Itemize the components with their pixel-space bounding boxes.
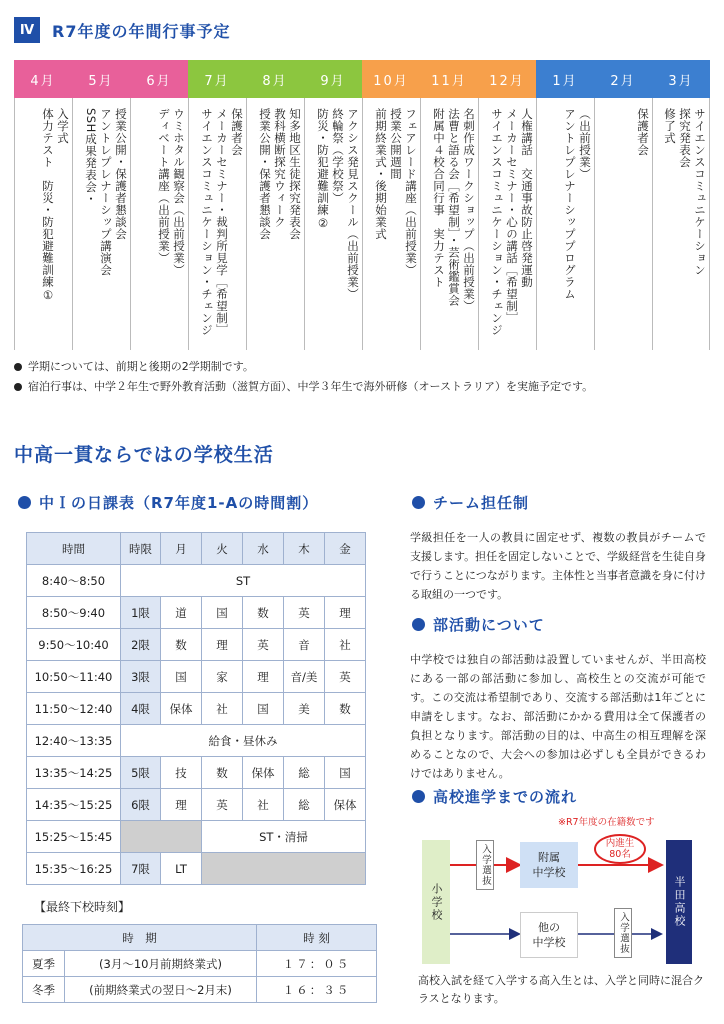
time-cell: 11:50〜12:40 — [27, 693, 121, 725]
month-events-cell — [188, 98, 246, 350]
team-heading: チーム担任制 — [412, 492, 529, 513]
month-label: 11月 — [420, 60, 478, 98]
span-cell: 給食・昼休み — [121, 725, 366, 757]
month-label: 9月 — [304, 60, 362, 98]
selection-tag: 入学選抜 — [476, 840, 494, 890]
calendar-month-column — [72, 60, 130, 350]
range-cell: (前期終業式の翌日〜2月末) — [65, 977, 257, 1003]
subject-cell: 国 — [202, 597, 243, 629]
header-thu: 木 — [284, 533, 325, 565]
month-label: 2月 — [594, 60, 652, 98]
month-events-cell — [478, 98, 536, 350]
time-cell: 15:35〜16:25 — [27, 853, 121, 885]
header-tue: 火 — [202, 533, 243, 565]
table-row — [23, 977, 377, 1003]
month-events-cell — [246, 98, 304, 350]
month-label: 8月 — [246, 60, 304, 98]
month-label: 12月 — [478, 60, 536, 98]
month-events: （出前授業） アントレプレナーシッププログラム — [563, 108, 592, 300]
calendar-notes — [14, 357, 593, 397]
month-events-cell — [652, 98, 710, 350]
section-number: Ⅳ — [14, 17, 40, 43]
bullet-icon — [14, 363, 22, 371]
time-cell: 14:35〜15:25 — [27, 789, 121, 821]
month-events: フェアレード講座（出前授業） 授業公開週間 前期終業式・後期始業式 — [374, 108, 418, 276]
month-label: 4月 — [14, 60, 72, 98]
subject-cell: 家 — [202, 661, 243, 693]
subject-cell: 英 — [202, 789, 243, 821]
table-row — [27, 725, 366, 757]
subject-cell: 理 — [202, 629, 243, 661]
table-row — [27, 629, 366, 661]
header-fri: 金 — [325, 533, 366, 565]
month-events-cell — [72, 98, 130, 350]
table-row — [27, 565, 366, 597]
subject-cell: 数 — [161, 629, 202, 661]
circle-bullet-icon — [412, 618, 425, 631]
time-cell: 8:50〜9:40 — [27, 597, 121, 629]
month-events-cell — [130, 98, 188, 350]
final-dismissal-table — [22, 924, 377, 1003]
subject-cell: 保体 — [243, 757, 284, 789]
month-events: 授業公開・保護者懇談会 アントレプレナーシップ講演会 SSH成果発表会・ — [84, 108, 128, 276]
circle-bullet-icon — [18, 496, 31, 509]
calendar-month-column — [130, 60, 188, 350]
bullet-icon — [14, 383, 22, 391]
other-school-box: 他の 中学校 — [520, 912, 578, 958]
month-events: 人権講話 交通事故防止啓発運動 メーカーセミナー・心の講話［希望制］ サイエンスコミュニケーション・チェンジ — [490, 108, 534, 336]
month-events-cell — [362, 98, 420, 350]
month-events: 保護者会 — [636, 108, 650, 156]
month-events-cell — [304, 98, 362, 350]
header-time: 時 刻 — [257, 925, 377, 951]
time-cell: 10:50〜11:40 — [27, 661, 121, 693]
period-cell: 2限 — [121, 629, 161, 661]
flow-diagram — [418, 812, 708, 967]
subject-cell: 英 — [325, 661, 366, 693]
header-period: 時限 — [121, 533, 161, 565]
period-cell: 1限 — [121, 597, 161, 629]
table-row — [23, 951, 377, 977]
time-cell: 15:25〜15:45 — [27, 821, 121, 853]
month-events-cell — [420, 98, 478, 350]
calendar-month-column — [304, 60, 362, 350]
month-label: 3月 — [652, 60, 710, 98]
section-title: R7年度の年間行事予定 — [52, 21, 231, 41]
calendar-month-column — [420, 60, 478, 350]
month-events: 知多地区生徒探究発表会 教科横断探究ウィーク 授業公開・保護者懇談会 — [258, 108, 302, 240]
subject-cell: 英 — [284, 597, 325, 629]
table-header-row — [23, 925, 377, 951]
subject-cell: 理 — [243, 661, 284, 693]
section-header — [14, 16, 230, 44]
range-cell: (3月〜10月前期終業式) — [65, 951, 257, 977]
month-events-cell — [14, 98, 72, 350]
calendar-month-column — [188, 60, 246, 350]
subject-cell: 理 — [161, 789, 202, 821]
span-cell: ST・清掃 — [202, 821, 366, 853]
table-row — [27, 661, 366, 693]
month-events: 入学式 体力テスト 防災・防犯避難訓練① — [41, 108, 70, 303]
period-cell: 3限 — [121, 661, 161, 693]
attached-school-box: 附属 中学校 — [520, 842, 578, 888]
subject-cell: 社 — [325, 629, 366, 661]
timetable-header-row — [27, 533, 366, 565]
calendar-month-column — [478, 60, 536, 350]
month-label: 6月 — [130, 60, 188, 98]
header-time: 時間 — [27, 533, 121, 565]
season-cell: 夏季 — [23, 951, 65, 977]
circle-bullet-icon — [412, 790, 425, 803]
subject-cell: 美 — [284, 693, 325, 725]
elementary-box: 小学校 — [422, 840, 450, 964]
month-events: 保護者会 メーカーセミナー・裁判所見学［希望制］ サイエンスコミュニケーション・チェンジ — [200, 108, 244, 336]
subject-cell: 社 — [202, 693, 243, 725]
calendar-month-column — [652, 60, 710, 350]
club-text: 中学校では独自の部活動は設置していませんが、半田高校にある一部の部活動に参加し、高校生との交流が可能です。この交流は希望制であり、交流する部活動は1年ごとに申請をします。なお、部活動にかかる費用は全て保護者の負担となります。部活動の目的は、中高生の相互理解を深めることなので、大会への参加は必ずしも全員ができるわけではありません。 — [410, 653, 706, 780]
time-cell: １７：０５ — [257, 951, 377, 977]
month-events: アクシス発見スクール（出前授業） 終輪祭（学校祭） 防災・防犯避難訓練② — [316, 108, 360, 300]
table-row — [27, 821, 366, 853]
season-cell: 冬季 — [23, 977, 65, 1003]
period-cell: 4限 — [121, 693, 161, 725]
selection-tag: 入学選抜 — [614, 908, 632, 958]
span-cell: ST — [121, 565, 366, 597]
subject-cell: 国 — [243, 693, 284, 725]
subject-cell: 社 — [243, 789, 284, 821]
subject-cell: 音/美 — [284, 661, 325, 693]
month-events-cell — [536, 98, 594, 350]
subject-cell: 総 — [284, 757, 325, 789]
subject-cell: LT — [161, 853, 202, 885]
subject-cell: 国 — [325, 757, 366, 789]
table-row — [27, 789, 366, 821]
period-cell: 7限 — [121, 853, 161, 885]
header-wed: 水 — [243, 533, 284, 565]
month-label: 7月 — [188, 60, 246, 98]
empty-cell — [202, 853, 366, 885]
subject-cell: 国 — [161, 661, 202, 693]
month-label: 10月 — [362, 60, 420, 98]
subject-cell: 保体 — [325, 789, 366, 821]
time-cell: １６：３５ — [257, 977, 377, 1003]
club-heading: 部活動について — [412, 614, 545, 635]
timetable-heading: 中Ｉの日課表（R7年度1-Aの時間割） — [18, 492, 318, 513]
table-row — [27, 757, 366, 789]
subject-cell: 数 — [202, 757, 243, 789]
flow-heading: 高校進学までの流れ — [412, 786, 577, 807]
subject-cell: 数 — [325, 693, 366, 725]
note-item: 宿泊行事は、中学２年生で野外教育活動（滋賀方面）、中学３年生で海外研修（オーストラリア）を実施予定です。 — [14, 377, 593, 397]
subject-cell: 保体 — [161, 693, 202, 725]
main-title: 中高一貫ならではの学校生活 — [14, 444, 274, 466]
month-events: 名刺作成ワークショップ（出前授業） 法曹と語る会［希望制］・芸術鑑賞会 附属中４校合同行事 実力テスト — [432, 108, 476, 312]
subject-cell: 音 — [284, 629, 325, 661]
month-label: 1月 — [536, 60, 594, 98]
header-season: 時 期 — [23, 925, 257, 951]
table-row — [27, 693, 366, 725]
subject-cell: 道 — [161, 597, 202, 629]
calendar-month-column — [594, 60, 652, 350]
subject-cell: 理 — [325, 597, 366, 629]
enrollment-badge: 内進生 80名 — [594, 834, 646, 864]
note-item: 学期については、前期と後期の2学期制です。 — [14, 357, 593, 377]
period-cell: 5限 — [121, 757, 161, 789]
time-cell: 8:40〜8:50 — [27, 565, 121, 597]
month-events: ウミホタル観察会（出前授業） ディベート講座（出前授業） — [157, 108, 186, 276]
subject-cell: 英 — [243, 629, 284, 661]
time-cell: 13:35〜14:25 — [27, 757, 121, 789]
circle-bullet-icon — [412, 496, 425, 509]
flow-footer-text: 高校入試を経て入学する高入生とは、入学と同時に混合クラスとなります。 — [418, 974, 704, 1005]
high-school-box: 半田高校 — [666, 840, 692, 964]
calendar-month-column — [536, 60, 594, 350]
month-events: サイエンスコミュニケーション 探究発表会 修了式 — [663, 108, 707, 276]
time-cell: 9:50〜10:40 — [27, 629, 121, 661]
subject-cell: 技 — [161, 757, 202, 789]
time-cell: 12:40〜13:35 — [27, 725, 121, 757]
empty-cell — [121, 821, 202, 853]
month-label: 5月 — [72, 60, 130, 98]
timetable — [26, 532, 366, 885]
final-dismissal-label: 【最終下校時刻】 — [34, 900, 131, 914]
month-events-cell — [594, 98, 652, 350]
header-mon: 月 — [161, 533, 202, 565]
table-row — [27, 853, 366, 885]
calendar-month-column — [246, 60, 304, 350]
flow-note: ※R7年度の在籍数です — [558, 817, 655, 828]
calendar-month-column — [362, 60, 420, 350]
subject-cell: 総 — [284, 789, 325, 821]
team-text: 学級担任を一人の教員に固定せず、複数の教員がチームで支援します。担任を固定しないことで、学級経営を生徒自身で行うことにつながります。主体性と当事者意識を身に付ける取組の一つです。 — [410, 531, 706, 601]
subject-cell: 数 — [243, 597, 284, 629]
period-cell: 6限 — [121, 789, 161, 821]
annual-calendar — [14, 60, 710, 350]
calendar-month-column — [14, 60, 72, 350]
table-row — [27, 597, 366, 629]
